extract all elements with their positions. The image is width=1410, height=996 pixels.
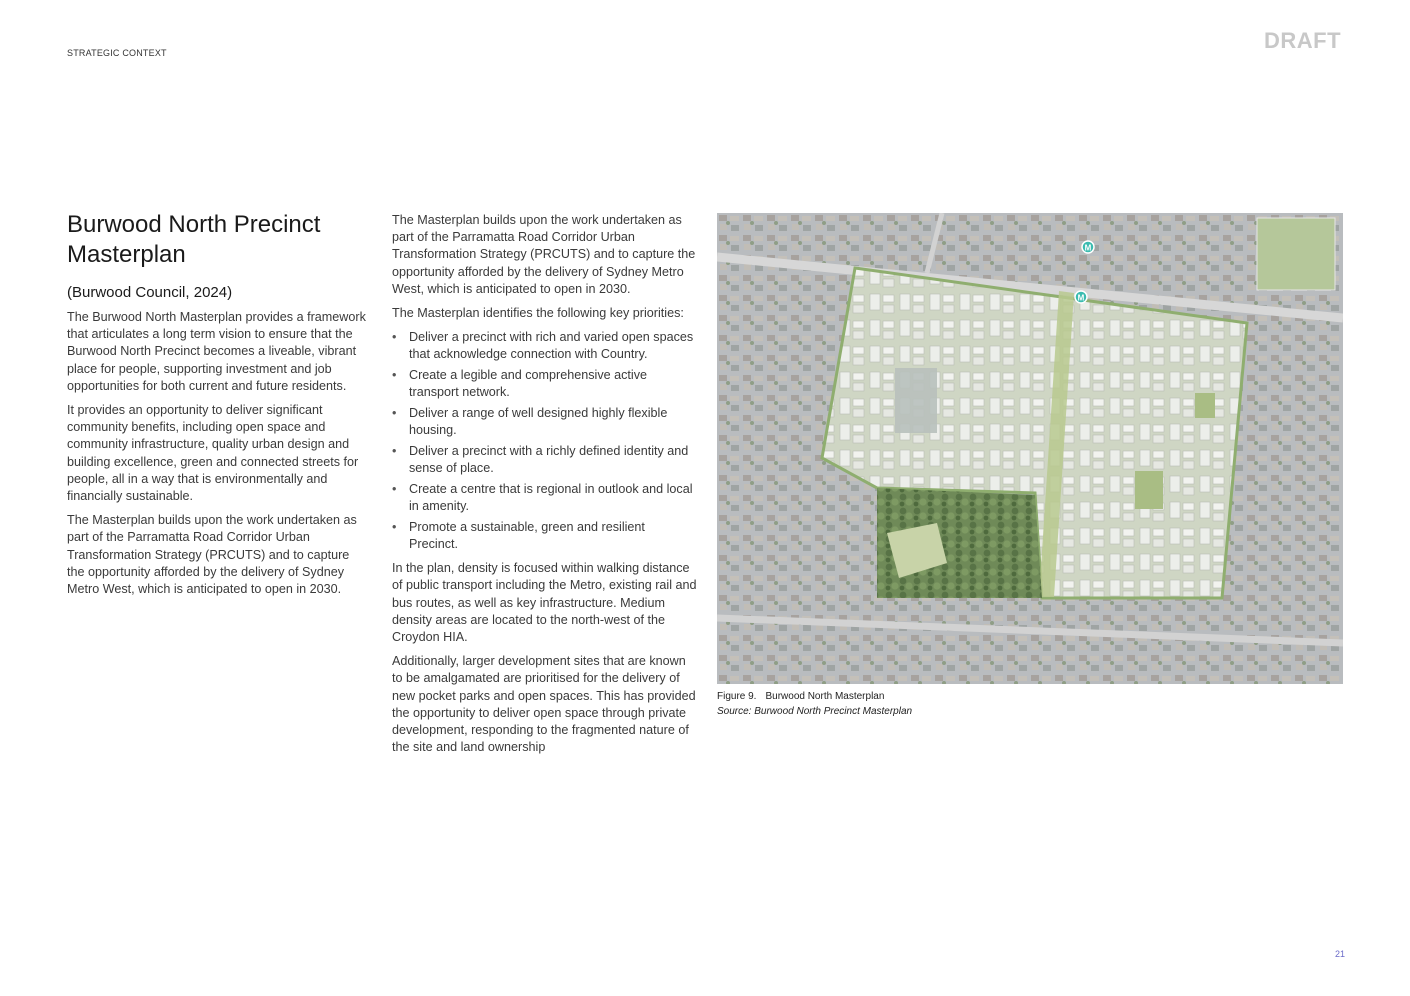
paragraph: It provides an opportunity to deliver significant community benefits, including open space and community infrastructure, quality urban design and building excellence, green and connected streets for people, all in a way that is environmentally and financially sustainable. <box>67 403 359 504</box>
bullet: • <box>392 406 397 421</box>
list-item-text: Promote a sustainable, green and resilient Precinct. <box>409 519 645 551</box>
list-item-text: Deliver a precinct with a richly defined identity and sense of place. <box>409 443 689 476</box>
figure-source: Source: Burwood North Precinct Masterplan <box>717 705 913 717</box>
draft-watermark: DRAFT <box>1264 28 1342 53</box>
masterplan-map-graphic <box>717 213 1343 684</box>
figure-title: Burwood North Masterplan <box>765 691 885 702</box>
list-item <box>392 481 697 515</box>
paragraph: The Burwood North Masterplan provides a framework that articulates a long term vision to ensure that the Burwood North Precinct becomes a liveable, vibrant place for people, supporting investment and job opportunities for both current and future residents. <box>67 310 366 393</box>
paragraph: The Masterplan builds upon the work undertaken as part of the Parramatta Road Corridor Urban Transformation Strategy (PRCUTS) and to capture the opportunity afforded by the delivery of Sydney Metro West, which is anticipated to open in 2030. <box>392 213 696 296</box>
list-item-text: Deliver a range of well designed highly flexible housing. <box>409 406 668 438</box>
list-item-text: Create a legible and comprehensive active transport network. <box>409 368 648 400</box>
metro-marker: M <box>1084 243 1092 253</box>
column-middle <box>392 212 697 763</box>
section-label: STRATEGIC CONTEXT <box>67 48 167 58</box>
metro-marker: M <box>1077 293 1085 303</box>
paragraph: The Masterplan identifies the following key priorities: <box>392 306 684 321</box>
paragraph: Additionally, larger development sites that are known to be amalgamated are prioritised for the delivery of new pocket parks and open spaces. This has provided the opportunity to deliver open space through private development, responding to the fragmented nature of the site and land ownership <box>392 654 696 755</box>
paragraph: The Masterplan builds upon the work undertaken as part of the Parramatta Road Corridor Urban Transformation Strategy (PRCUTS) and to capture the opportunity afforded by the delivery of Sydney Metro West, which is anticipated to open in 2030. <box>67 513 357 597</box>
bullet: • <box>392 481 397 496</box>
list-item <box>392 443 697 477</box>
page-subtitle: (Burwood Council, 2024) <box>67 284 233 301</box>
figure-number: Figure 9. <box>717 691 757 702</box>
priorities-list <box>392 329 697 553</box>
page-title: Burwood North Precinct Masterplan <box>67 211 321 268</box>
figure-caption <box>717 690 912 719</box>
list-item <box>392 329 697 363</box>
list-item-text: Create a centre that is regional in outlook and local in amenity. <box>409 481 693 514</box>
column-left <box>67 210 367 605</box>
bullet: • <box>392 443 397 458</box>
bullet: • <box>392 519 397 534</box>
list-item <box>392 367 697 401</box>
page-number: 21 <box>1335 949 1346 959</box>
masterplan-aerial-map <box>717 213 1343 684</box>
bullet: • <box>392 368 397 383</box>
list-item <box>392 405 697 439</box>
list-item <box>392 519 697 553</box>
bullet: • <box>392 330 397 345</box>
list-item-text: Deliver a precinct with rich and varied open spaces that acknowledge connection with Country. <box>409 330 694 362</box>
paragraph: In the plan, density is focused within walking distance of public transport including the Metro, existing rail and bus routes, as well as key infrastructure. Medium density areas are located to the north-west of the Croydon HIA. <box>392 561 697 644</box>
